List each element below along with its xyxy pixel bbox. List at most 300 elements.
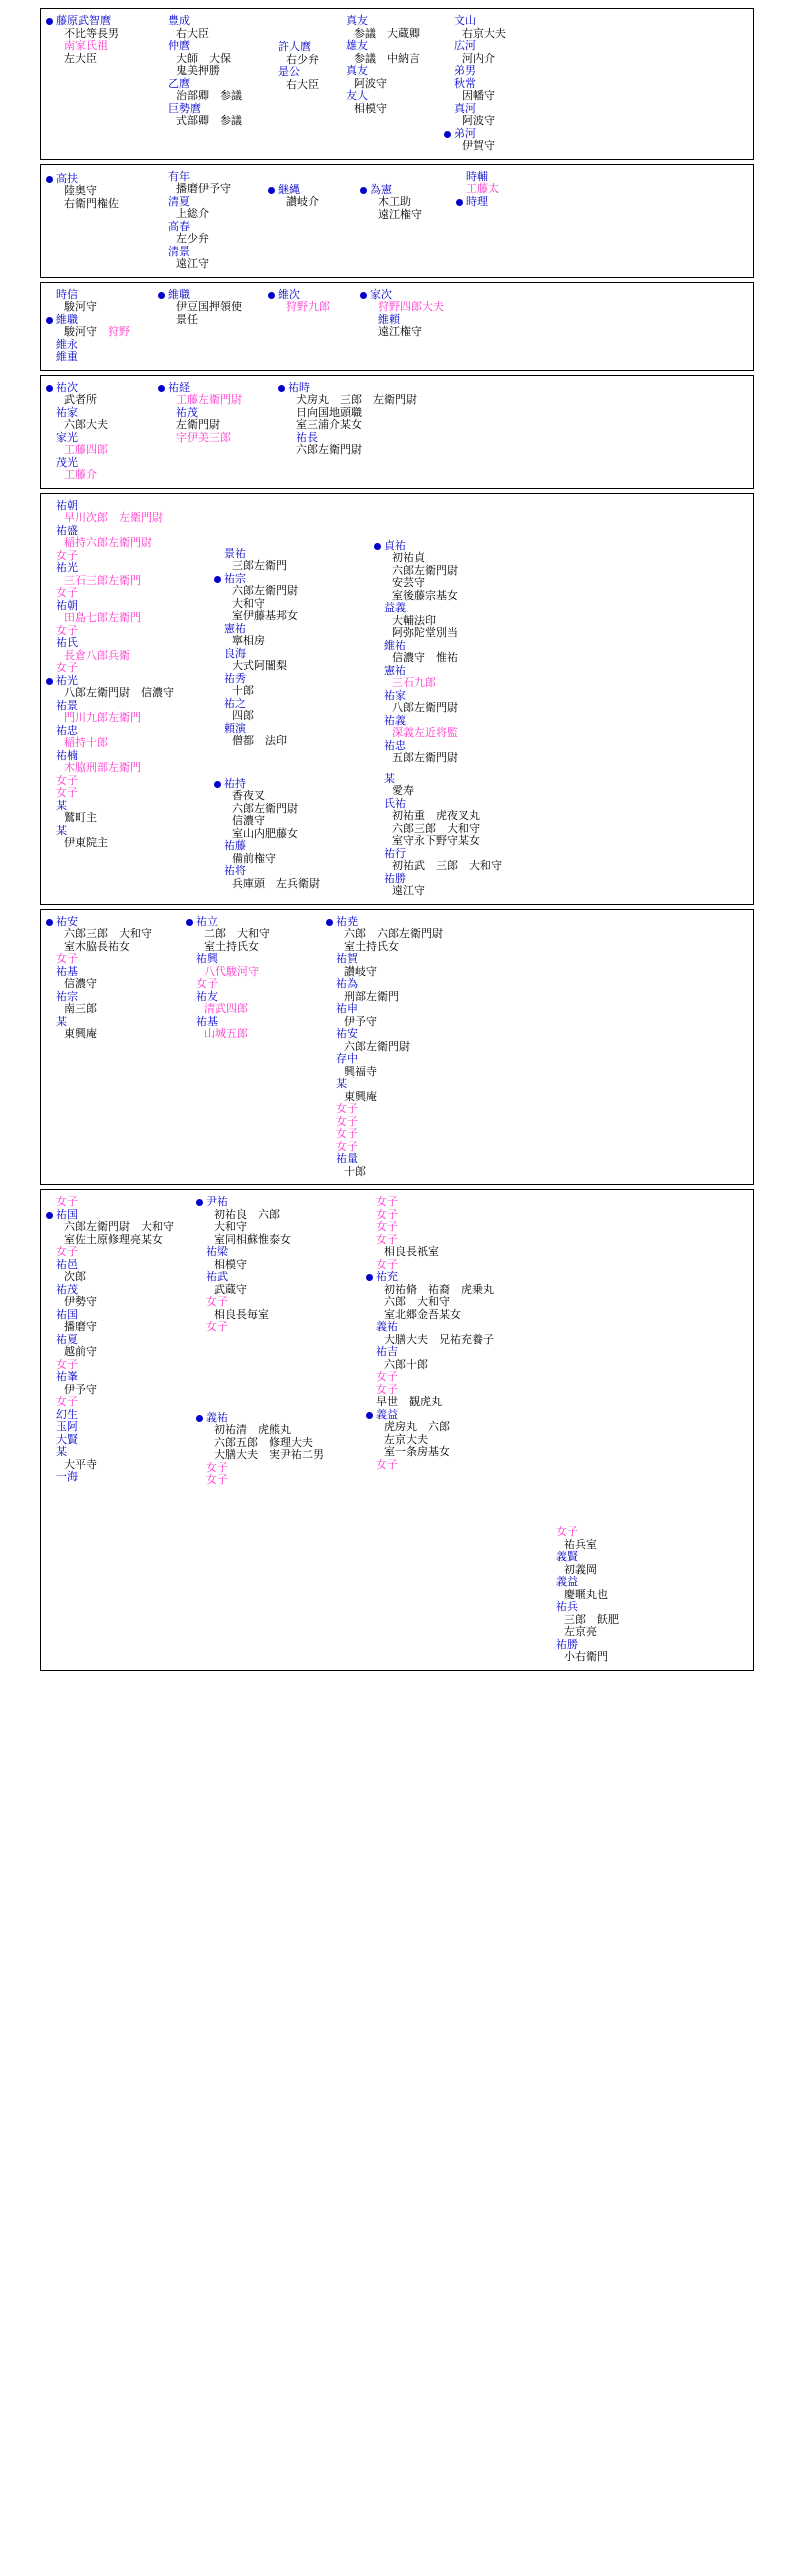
- person-node[interactable]: [45, 953, 185, 966]
- chart-block-1: [40, 8, 754, 160]
- person-node[interactable]: [373, 715, 533, 740]
- person-detail: 大輔法印: [392, 613, 436, 627]
- person-detail: 三石九郎: [392, 676, 436, 689]
- person-node[interactable]: [195, 1246, 365, 1271]
- person-name: 友人: [346, 89, 368, 102]
- person-node[interactable]: [443, 78, 535, 103]
- person-node[interactable]: [213, 778, 373, 841]
- person-node[interactable]: [45, 1246, 195, 1259]
- person-node[interactable]: [325, 1153, 505, 1178]
- person-node[interactable]: [455, 196, 545, 209]
- person-name: 雄友: [346, 39, 368, 52]
- column: [45, 500, 213, 850]
- person-node[interactable]: [443, 103, 535, 128]
- person-node[interactable]: [45, 1309, 195, 1334]
- person-detail: 播磨守: [64, 1320, 97, 1333]
- person-name: 女子: [376, 1220, 398, 1233]
- person-detail: 八郎左衛門尉: [392, 701, 458, 714]
- person-name: 祐経: [168, 380, 190, 394]
- person-node[interactable]: [325, 1053, 505, 1078]
- person-name: 巨勢麿: [168, 101, 201, 115]
- person-name: 祐国: [56, 1307, 78, 1321]
- person-detail: 室木脇長祐女: [64, 939, 130, 953]
- person-node[interactable]: [373, 848, 533, 873]
- person-name: 維重: [56, 350, 78, 363]
- person-node[interactable]: [267, 184, 359, 209]
- person-name: 女子: [336, 1127, 358, 1140]
- person-name: 清夏: [168, 194, 190, 208]
- person-node[interactable]: [45, 1434, 195, 1447]
- person-node[interactable]: [157, 289, 267, 327]
- person-node[interactable]: [365, 1409, 545, 1459]
- person-detail: 八代駿河守: [204, 964, 259, 978]
- person-detail: 室土持氏女: [344, 939, 399, 953]
- person-detail: 式部卿 参議: [176, 114, 242, 127]
- person-detail: 室土持氏女: [204, 939, 259, 953]
- person-detail: 六郎三郎 大和守: [392, 821, 480, 835]
- person-detail: 伊勢守: [64, 1295, 97, 1308]
- person-node[interactable]: [335, 65, 443, 90]
- person-name: 弟河: [454, 126, 476, 140]
- person-node[interactable]: [157, 221, 267, 246]
- column: [157, 382, 277, 445]
- person-name: 義益: [376, 1407, 398, 1421]
- person-detail: 讃岐守: [344, 964, 377, 978]
- person-node[interactable]: [545, 1639, 655, 1664]
- person-node[interactable]: [45, 675, 213, 700]
- person-name: 祐勝: [556, 1637, 578, 1651]
- person-node[interactable]: [365, 1234, 545, 1259]
- column: [365, 1196, 545, 1471]
- person-node[interactable]: [267, 289, 359, 314]
- person-name: 祐秀: [224, 671, 246, 685]
- person-node[interactable]: [213, 573, 373, 623]
- person-detail: 室北郷金吾某女: [384, 1307, 461, 1321]
- person-detail: 室伊藤基邦女: [232, 609, 298, 622]
- person-name: 義祐: [206, 1410, 228, 1424]
- person-name: 維職: [56, 312, 78, 326]
- person-node[interactable]: [325, 1103, 505, 1116]
- person-detail: 信濃守: [232, 814, 265, 827]
- column: [325, 916, 505, 1179]
- person-detail: 六郎三郎 大和守: [64, 927, 152, 940]
- column: [195, 1196, 365, 1487]
- person-node[interactable]: [373, 540, 533, 603]
- person-name: 祐朝: [56, 498, 78, 512]
- person-node[interactable]: [195, 1271, 365, 1296]
- person-node[interactable]: [45, 1259, 195, 1284]
- person-detail: 伊予守: [64, 1382, 97, 1396]
- person-detail: 犬房丸 三郎 左衛門尉: [296, 393, 417, 406]
- person-detail: 大膳大夫 兄祐充養子: [384, 1332, 494, 1346]
- person-node[interactable]: [213, 648, 373, 673]
- person-node[interactable]: [45, 700, 213, 725]
- person-name: 幻生: [56, 1407, 78, 1421]
- person-node[interactable]: [45, 1421, 195, 1434]
- column: [455, 171, 545, 209]
- person-name: 祐申: [336, 1002, 358, 1015]
- person-node[interactable]: [45, 1446, 195, 1471]
- person-node[interactable]: [45, 15, 157, 65]
- person-detail: 初祐貞: [392, 551, 425, 564]
- person-node[interactable]: [195, 1412, 365, 1462]
- person-node[interactable]: [45, 1334, 195, 1359]
- person-detail: 武蔵守: [214, 1282, 247, 1296]
- person-name: 頼演: [224, 721, 246, 735]
- person-name: 女子: [376, 1370, 398, 1383]
- person-node[interactable]: [185, 991, 325, 1016]
- person-node[interactable]: [195, 1196, 365, 1246]
- person-name: 維祐: [384, 638, 406, 652]
- person-node[interactable]: [45, 457, 157, 482]
- person-node[interactable]: [185, 953, 325, 978]
- person-detail: 相模守: [354, 101, 387, 115]
- person-node[interactable]: [365, 1371, 545, 1384]
- person-name: 清景: [168, 244, 190, 258]
- column: [545, 1196, 655, 1664]
- person-detail: 維頼: [378, 312, 400, 326]
- person-detail: 室佐土原修理亮某女: [64, 1232, 163, 1246]
- person-node[interactable]: [373, 740, 533, 765]
- person-node[interactable]: [157, 15, 267, 40]
- person-node[interactable]: [45, 1396, 195, 1409]
- person-name: 祐時: [288, 380, 310, 394]
- person-name: 一海: [56, 1470, 78, 1483]
- person-node[interactable]: [213, 623, 373, 648]
- person-detail: 狩野九郎: [286, 300, 330, 313]
- person-detail: 右衛門権佐: [64, 196, 119, 210]
- person-node[interactable]: [45, 314, 157, 339]
- person-name: 是公: [278, 65, 300, 78]
- person-node[interactable]: [373, 773, 533, 798]
- person-node[interactable]: [157, 40, 267, 78]
- person-node[interactable]: [45, 351, 157, 364]
- person-node[interactable]: [45, 432, 157, 457]
- person-name: 祐忠: [384, 738, 406, 752]
- person-name: 弟男: [454, 64, 476, 77]
- person-name: 景祐: [224, 546, 246, 560]
- person-name: 女子: [376, 1195, 398, 1208]
- person-node[interactable]: [443, 65, 535, 78]
- person-name: 祐吉: [376, 1345, 398, 1358]
- person-name: 女子: [56, 1195, 78, 1208]
- person-node[interactable]: [365, 1221, 545, 1234]
- person-name: 女子: [56, 786, 78, 799]
- person-node[interactable]: [365, 1271, 545, 1321]
- person-node[interactable]: [45, 1371, 195, 1396]
- person-node[interactable]: [45, 173, 157, 211]
- person-detail: 駿河守: [64, 300, 97, 313]
- person-node[interactable]: [45, 407, 157, 432]
- person-name: 祐武: [206, 1270, 228, 1283]
- person-node[interactable]: [45, 587, 213, 600]
- person-detail: 刑部左衛門: [344, 989, 399, 1003]
- person-node[interactable]: [157, 78, 267, 103]
- person-name: 某: [384, 771, 395, 785]
- person-node[interactable]: [443, 40, 535, 65]
- person-detail: 室後藤宗基女: [392, 588, 458, 602]
- person-name: 女子: [556, 1525, 578, 1538]
- person-node[interactable]: [45, 1209, 195, 1247]
- person-detail: 左京大夫: [384, 1432, 428, 1446]
- person-detail: 初祐良 六郎: [214, 1207, 280, 1221]
- person-detail: 左大臣: [64, 51, 97, 65]
- person-node[interactable]: [45, 916, 185, 954]
- person-detail: 室三浦介某女: [296, 418, 362, 431]
- person-detail: 遠江権守: [378, 207, 422, 221]
- person-name: 女子: [336, 1102, 358, 1115]
- person-detail: 木工助: [378, 195, 411, 208]
- person-node[interactable]: [213, 673, 373, 698]
- person-node[interactable]: [195, 1321, 365, 1334]
- person-node[interactable]: [45, 1471, 195, 1484]
- person-name: 祐将: [224, 864, 246, 877]
- person-node[interactable]: [373, 798, 533, 848]
- person-node[interactable]: [45, 562, 213, 587]
- person-node[interactable]: [45, 600, 213, 625]
- person-node[interactable]: [213, 698, 373, 723]
- person-node[interactable]: [213, 865, 373, 890]
- person-name: 某: [336, 1077, 347, 1090]
- person-node[interactable]: [545, 1576, 655, 1601]
- person-detail: 河内介: [462, 51, 495, 65]
- person-node[interactable]: [45, 1284, 195, 1309]
- person-node[interactable]: [185, 978, 325, 991]
- person-name: 時輔: [466, 169, 488, 183]
- person-node[interactable]: [45, 500, 213, 525]
- person-node[interactable]: [45, 800, 213, 825]
- person-name: 良海: [224, 646, 246, 660]
- person-node[interactable]: [157, 171, 267, 196]
- column: [45, 1196, 195, 1484]
- person-name: 女子: [336, 1114, 358, 1128]
- person-name: 女子: [376, 1232, 398, 1246]
- column: [45, 382, 157, 482]
- person-detail: 左京亮: [564, 1625, 597, 1638]
- person-node[interactable]: [277, 382, 447, 457]
- person-detail: 日向国地頭職: [296, 405, 362, 419]
- person-name: 女子: [56, 661, 78, 674]
- person-detail: 虎房丸 六郎: [384, 1420, 450, 1433]
- person-detail: 播磨伊予守: [176, 182, 231, 195]
- person-node[interactable]: [45, 637, 213, 662]
- person-name: 憲祐: [224, 621, 246, 635]
- person-detail: 遠江権守: [378, 325, 422, 338]
- person-name: 仲麿: [168, 39, 190, 52]
- person-node[interactable]: [365, 1321, 545, 1346]
- person-node[interactable]: [45, 966, 185, 991]
- person-node[interactable]: [335, 90, 443, 115]
- person-node[interactable]: [365, 1396, 545, 1409]
- person-name: 義益: [556, 1575, 578, 1588]
- genealogy-chart: [0, 8, 794, 1671]
- person-detail: 字伊美三郎: [176, 430, 231, 444]
- person-node[interactable]: [373, 602, 533, 640]
- person-name: 女子: [56, 548, 78, 562]
- person-detail: 阿波守: [462, 114, 495, 127]
- column: [157, 15, 267, 128]
- person-name: 某: [56, 1014, 67, 1028]
- person-node[interactable]: [195, 1474, 365, 1487]
- person-node[interactable]: [157, 382, 277, 445]
- person-node[interactable]: [373, 665, 533, 690]
- column: [157, 289, 267, 327]
- column: [359, 289, 499, 339]
- person-node[interactable]: [45, 289, 157, 314]
- person-name: 祐次: [56, 380, 78, 394]
- person-node[interactable]: [325, 1078, 505, 1103]
- column: [359, 171, 455, 222]
- person-name: 維次: [278, 287, 300, 301]
- person-detail: 初義岡: [564, 1562, 597, 1576]
- person-node[interactable]: [365, 1346, 545, 1371]
- person-node[interactable]: [185, 916, 325, 954]
- person-node[interactable]: [373, 690, 533, 715]
- person-node[interactable]: [45, 725, 213, 750]
- person-name: 祐梁: [206, 1245, 228, 1258]
- person-node[interactable]: [45, 382, 157, 407]
- person-node[interactable]: [157, 196, 267, 221]
- person-name: 女子: [206, 1460, 228, 1474]
- person-detail: 遠江守: [176, 257, 209, 270]
- person-name: 祐友: [196, 989, 218, 1003]
- person-name: 祐持: [224, 776, 246, 790]
- person-detail: 参議 大蔵卿: [354, 26, 420, 40]
- column: [267, 289, 359, 314]
- person-node[interactable]: [325, 978, 505, 1003]
- person-node[interactable]: [365, 1196, 545, 1209]
- person-name: 女子: [196, 977, 218, 990]
- person-node[interactable]: [359, 289, 499, 339]
- person-name: 祐景: [56, 698, 78, 712]
- person-node[interactable]: [195, 1296, 365, 1321]
- person-node[interactable]: [45, 750, 213, 775]
- person-node[interactable]: [185, 1016, 325, 1041]
- person-name: 祐之: [224, 696, 246, 710]
- person-name: 工藤太: [466, 182, 499, 195]
- person-node[interactable]: [267, 66, 335, 91]
- person-detail: 五郎左衛門尉: [392, 751, 458, 764]
- person-node[interactable]: [325, 1028, 505, 1053]
- person-name: 女子: [56, 623, 78, 637]
- person-node[interactable]: [373, 640, 533, 665]
- person-node[interactable]: [45, 787, 213, 800]
- person-detail: 二郎 大和守: [204, 927, 270, 940]
- person-name: 女子: [206, 1473, 228, 1486]
- column: [443, 15, 535, 153]
- person-detail: 室山内肥藤女: [232, 826, 298, 840]
- person-node[interactable]: [45, 825, 213, 850]
- person-name: 茂光: [56, 455, 78, 469]
- person-node[interactable]: [545, 1526, 655, 1551]
- chart-block-2: [40, 164, 754, 278]
- person-detail: 相模守: [214, 1257, 247, 1271]
- person-detail: 参議 中納言: [354, 51, 420, 65]
- person-node[interactable]: [325, 1003, 505, 1028]
- column: [373, 500, 533, 898]
- person-name: 祐光: [56, 673, 78, 687]
- person-node[interactable]: [325, 953, 505, 978]
- person-name: 祐家: [56, 405, 78, 419]
- person-node[interactable]: [335, 40, 443, 65]
- person-detail: 伊予守: [344, 1014, 377, 1028]
- chart-block-6: [40, 909, 754, 1186]
- person-node[interactable]: [213, 840, 373, 865]
- person-node[interactable]: [45, 1016, 185, 1041]
- person-node[interactable]: [455, 183, 545, 196]
- person-name: 女子: [56, 1357, 78, 1371]
- person-detail: 慶暱丸也: [564, 1587, 608, 1601]
- person-detail: 祐長: [296, 430, 318, 444]
- person-name: 女子: [376, 1382, 398, 1396]
- person-detail: 室一条房基女: [384, 1445, 450, 1458]
- person-detail: 工藤左衛門尉: [176, 393, 242, 406]
- person-node[interactable]: [213, 723, 373, 748]
- person-detail: 備前権守: [232, 851, 276, 865]
- person-detail: 治部卿 参議: [176, 89, 242, 102]
- person-name: 祐量: [336, 1152, 358, 1165]
- person-detail: 六郎左衛門尉: [232, 584, 298, 597]
- column: [45, 289, 157, 364]
- person-name: 高春: [168, 219, 190, 233]
- person-node[interactable]: [45, 991, 185, 1016]
- person-name: 高扶: [56, 171, 78, 185]
- person-node[interactable]: [213, 548, 373, 573]
- person-detail: 六郎 大和守: [384, 1295, 450, 1308]
- person-node[interactable]: [325, 916, 505, 954]
- person-node[interactable]: [45, 662, 213, 675]
- person-name: 祐為: [336, 977, 358, 990]
- person-detail: 相良長毎室: [214, 1307, 269, 1321]
- person-name: 真友: [346, 14, 368, 27]
- person-name: 某: [56, 823, 67, 837]
- person-node[interactable]: [545, 1601, 655, 1639]
- person-node[interactable]: [443, 128, 535, 153]
- person-node[interactable]: [267, 41, 335, 66]
- person-detail: 狩野四郎大夫: [378, 300, 444, 313]
- person-detail: 六郎左衛門尉 大和守: [64, 1220, 174, 1233]
- person-node[interactable]: [335, 15, 443, 40]
- person-detail: 鬼美押勝: [176, 64, 220, 77]
- person-node[interactable]: [373, 873, 533, 898]
- person-name: 祐邑: [56, 1257, 78, 1271]
- person-node[interactable]: [365, 1459, 545, 1472]
- person-node[interactable]: [45, 525, 213, 550]
- person-name: 祐茂: [56, 1282, 78, 1296]
- column: [157, 171, 267, 271]
- person-name: 真友: [346, 64, 368, 77]
- person-detail: 因幡守: [462, 89, 495, 102]
- person-detail: 六郎左衛門尉: [392, 563, 458, 577]
- person-name: 女子: [56, 1395, 78, 1408]
- person-detail: 小右衛門: [564, 1650, 608, 1663]
- person-detail: 祐兵室: [564, 1537, 597, 1551]
- person-node[interactable]: [359, 184, 455, 222]
- person-name: 祐行: [384, 846, 406, 860]
- person-name: 維永: [56, 337, 78, 351]
- person-name: 尹祐: [206, 1195, 228, 1208]
- person-name: 女子: [336, 1139, 358, 1153]
- person-node[interactable]: [157, 103, 267, 128]
- person-node[interactable]: [157, 246, 267, 271]
- person-node[interactable]: [545, 1551, 655, 1576]
- person-detail: 安芸守: [392, 576, 425, 589]
- person-node[interactable]: [45, 1196, 195, 1209]
- person-node[interactable]: [325, 1128, 505, 1141]
- person-name: 祐尭: [336, 914, 358, 928]
- person-detail: 伊東院主: [64, 836, 108, 849]
- person-node[interactable]: [443, 15, 535, 40]
